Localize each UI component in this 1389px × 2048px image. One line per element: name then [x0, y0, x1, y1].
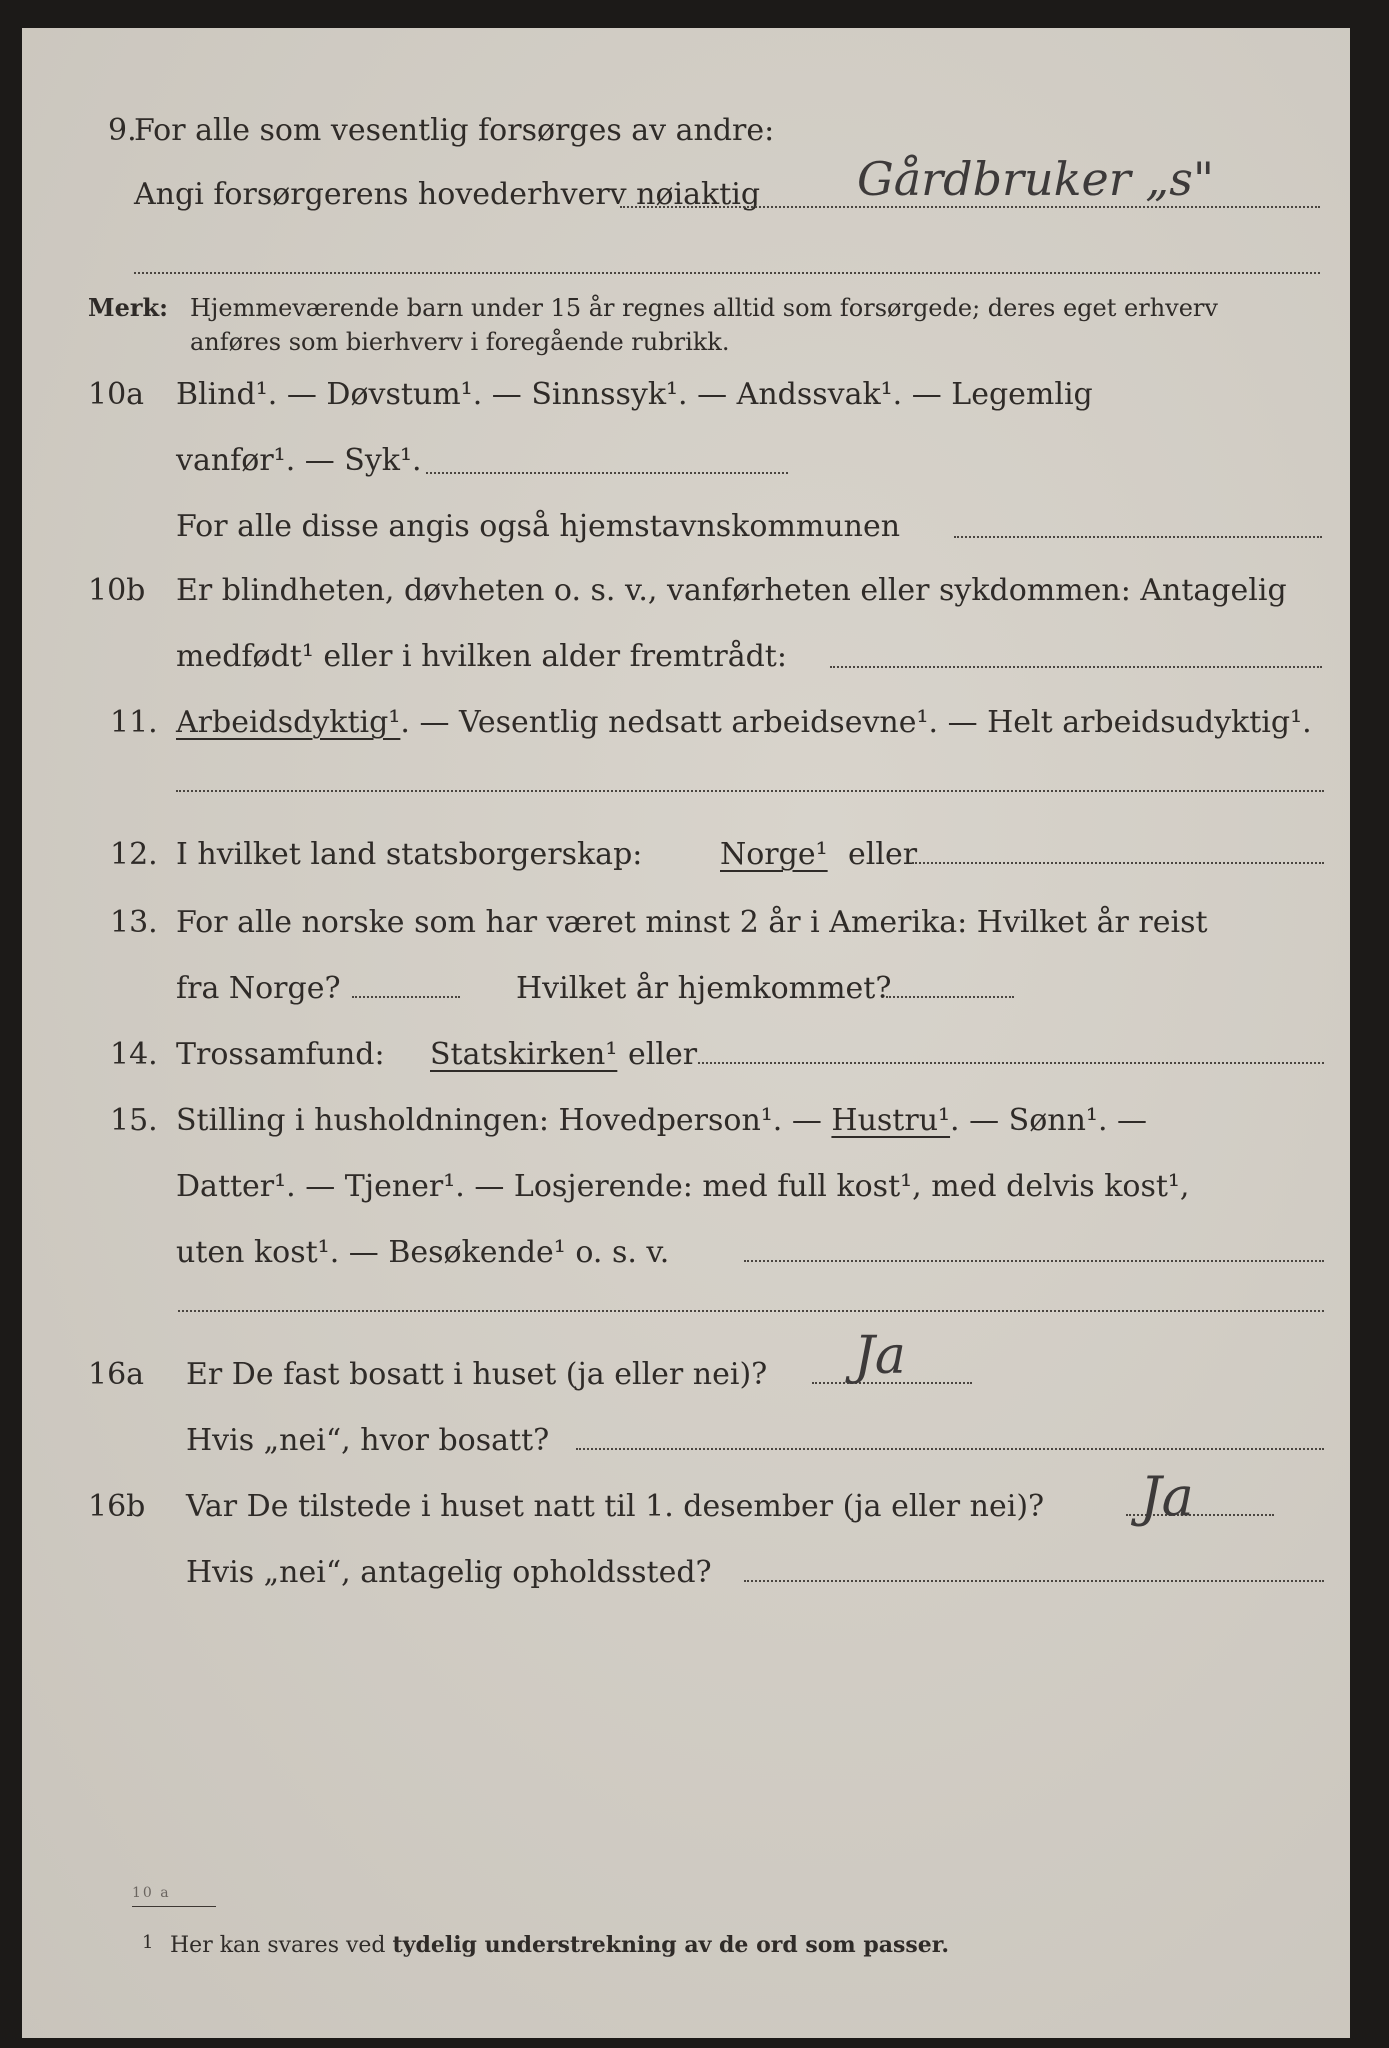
merk-line2: anføres som bierhverv i foregående rubrikk. [190, 328, 730, 356]
footnote-number: 1 [142, 1932, 154, 1953]
footnote-text [170, 1934, 949, 1957]
q16b-opholdssted-line [744, 1580, 1324, 1582]
footnote-rule [132, 1906, 216, 1907]
q13-line2b: Hvilket år hjemkommet? [516, 971, 892, 1006]
q10a-line3: For alle disse angis også hjemstavnskommunen [176, 509, 901, 544]
q13-hjemkommet-line [886, 996, 1014, 998]
q16a-bosatt-line [576, 1448, 1324, 1450]
form-page [22, 28, 1350, 2038]
q13-reist-line [352, 996, 460, 998]
q13-number: 13. [110, 905, 158, 940]
q12-number: 12. [110, 837, 158, 872]
q14-number: 14. [110, 1037, 158, 1072]
q16b-handwritten-answer: Ja [1140, 1465, 1194, 1528]
q15-line1b: . — Sønn¹. — [950, 1103, 1148, 1138]
q10a-line1: Blind¹. — Døvstum¹. — Sinnssyk¹. — Andssvak¹. — Legemlig [176, 377, 1093, 412]
q16b-line1: Var De tilstede i huset natt til 1. desember (ja eller nei)? [186, 1489, 1045, 1524]
q10b-line2: medfødt¹ eller i hvilken alder fremtrådt: [176, 639, 787, 674]
q12-suffix: eller [848, 837, 918, 872]
q11-line [176, 705, 1312, 740]
q16a-line2: Hvis „nei“, hvor bosatt? [186, 1423, 550, 1458]
q10a-syk-line [426, 472, 788, 474]
q9-line1: For alle som vesentlig forsørges av andre: [134, 113, 775, 148]
merk-line1: Hjemmeværende barn under 15 år regnes alltid som forsørgede; deres eget erhverv [190, 294, 1218, 322]
footnote-text-a: Her kan svares ved [170, 1933, 386, 1958]
q10a-kommune-line [954, 536, 1322, 538]
q9-handwritten-answer: Gårdbruker „s" [857, 152, 1214, 206]
q16a-line1: Er De fast bosatt i huset (ja eller nei)? [186, 1357, 768, 1392]
q16b-line2: Hvis „nei“, antagelig opholdssted? [186, 1555, 712, 1590]
q10b-answer-line [830, 666, 1322, 668]
q13-line2a: fra Norge? [176, 971, 341, 1006]
q14-answer-line [698, 1062, 1324, 1064]
q15-option-underlined: Hustru¹ [831, 1103, 951, 1138]
q12-prefix: I hvilket land statsborgerskap: [176, 837, 643, 872]
q16a-number: 16a [88, 1357, 145, 1392]
merk-label: Merk: [88, 293, 168, 322]
q9-line2: Angi forsørgerens hovederhverv nøiaktig [134, 177, 761, 212]
q15-line3: uten kost¹. — Besøkende¹ o. s. v. [176, 1235, 670, 1270]
q15-answer-line [744, 1260, 1324, 1262]
q11-option-underlined: Arbeidsdyktig¹ [176, 705, 401, 740]
q16b-number: 16b [88, 1489, 146, 1524]
footnote-text-b: tydelig understrekning av de ord som passer. [392, 1932, 950, 1958]
q11-extra-line [176, 790, 1324, 792]
q11-number: 11. [110, 705, 158, 740]
q13-line1: For alle norske som har været minst 2 år i Amerika: Hvilket år reist [176, 905, 1208, 940]
q15-number: 15. [110, 1103, 158, 1138]
q16a-handwritten-answer: Ja [854, 1326, 906, 1386]
q10a-line2: vanfør¹. — Syk¹. [176, 443, 422, 478]
q10b-number: 10b [88, 573, 146, 608]
footer-faint-mark: 10 a [132, 1885, 171, 1901]
q15-line1a: Stilling i husholdningen: Hovedperson¹. — [176, 1103, 822, 1138]
q15-line2: Datter¹. — Tjener¹. — Losjerende: med full kost¹, med delvis kost¹, [176, 1169, 1190, 1204]
q10a-number: 10a [88, 377, 145, 412]
q9-extra-line [134, 272, 1320, 274]
q15-line1 [176, 1103, 1148, 1138]
q14-prefix: Trossamfund: [176, 1037, 385, 1072]
q9-number: 9. [108, 113, 137, 148]
q14-suffix: eller [628, 1037, 698, 1072]
q14-option-underlined: Statskirken¹ [430, 1037, 618, 1072]
q12-answer-line [912, 862, 1324, 864]
q11-rest: . — Vesentlig nedsatt arbeidsevne¹. — Helt arbeidsudyktig¹. [400, 705, 1312, 740]
q10b-line1: Er blindheten, døvheten o. s. v., vanførheten eller sykdommen: Antagelig [176, 573, 1287, 608]
q12-option-underlined: Norge¹ [720, 837, 828, 872]
q15-extra-line [178, 1310, 1324, 1312]
q9-answer-line [620, 206, 1320, 208]
